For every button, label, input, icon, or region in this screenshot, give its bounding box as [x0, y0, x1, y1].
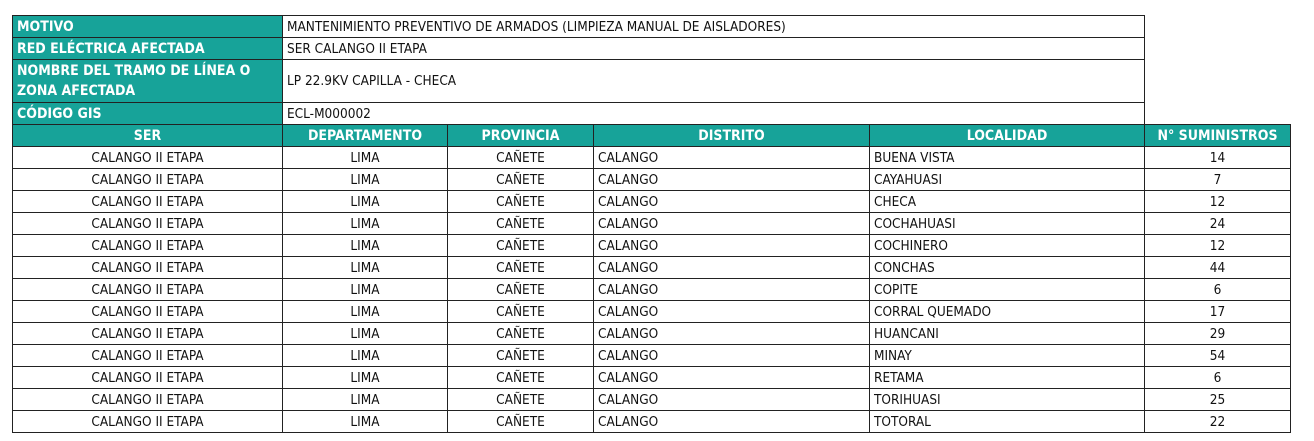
tramo-row — [13, 60, 1291, 103]
cell-suministros: 7 — [1145, 169, 1291, 191]
cell-distrito: CALANGO — [594, 235, 870, 257]
data-rows — [13, 147, 1291, 433]
cell-provincia: CAÑETE — [448, 169, 594, 191]
cell-localidad: CONCHAS — [870, 257, 1145, 279]
cell-departamento: LIMA — [283, 191, 448, 213]
cell-departamento: LIMA — [283, 257, 448, 279]
header-ser: SER — [13, 125, 283, 147]
cell-suministros: 14 — [1145, 147, 1291, 169]
table-row — [13, 323, 1291, 345]
header-departamento: DEPARTAMENTO — [283, 125, 448, 147]
cell-distrito: CALANGO — [594, 279, 870, 301]
cell-suministros: 22 — [1145, 411, 1291, 433]
cell-localidad: CHECA — [870, 191, 1145, 213]
cell-ser: CALANGO II ETAPA — [13, 213, 283, 235]
cell-ser: CALANGO II ETAPA — [13, 147, 283, 169]
cell-ser: CALANGO II ETAPA — [13, 323, 283, 345]
cell-localidad: CAYAHUASI — [870, 169, 1145, 191]
cell-localidad: CORRAL QUEMADO — [870, 301, 1145, 323]
column-headers — [13, 125, 1291, 147]
cell-suministros: 54 — [1145, 345, 1291, 367]
cell-provincia: CAÑETE — [448, 301, 594, 323]
outage-table — [12, 15, 1291, 433]
table-row — [13, 367, 1291, 389]
red-value: SER CALANGO II ETAPA — [283, 38, 1145, 60]
cell-ser: CALANGO II ETAPA — [13, 169, 283, 191]
cell-distrito: CALANGO — [594, 213, 870, 235]
cell-departamento: LIMA — [283, 367, 448, 389]
cell-departamento: LIMA — [283, 301, 448, 323]
cell-provincia: CAÑETE — [448, 345, 594, 367]
cell-ser: CALANGO II ETAPA — [13, 191, 283, 213]
header-distrito: DISTRITO — [594, 125, 870, 147]
cell-provincia: CAÑETE — [448, 389, 594, 411]
cell-suministros: 12 — [1145, 191, 1291, 213]
tramo-value: LP 22.9KV CAPILLA - CHECA — [283, 60, 1145, 103]
header-provincia: PROVINCIA — [448, 125, 594, 147]
gis-value: ECL-M000002 — [283, 103, 1145, 125]
cell-suministros: 29 — [1145, 323, 1291, 345]
header-row — [13, 125, 1291, 147]
cell-localidad: COCHAHUASI — [870, 213, 1145, 235]
cell-suministros: 6 — [1145, 279, 1291, 301]
gis-row — [13, 103, 1291, 125]
table-row — [13, 301, 1291, 323]
cell-departamento: LIMA — [283, 279, 448, 301]
cell-suministros: 6 — [1145, 367, 1291, 389]
table-row — [13, 411, 1291, 433]
cell-distrito: CALANGO — [594, 411, 870, 433]
cell-departamento: LIMA — [283, 345, 448, 367]
cell-provincia: CAÑETE — [448, 147, 594, 169]
cell-provincia: CAÑETE — [448, 213, 594, 235]
cell-localidad: MINAY — [870, 345, 1145, 367]
cell-ser: CALANGO II ETAPA — [13, 301, 283, 323]
cell-ser: CALANGO II ETAPA — [13, 235, 283, 257]
cell-localidad: RETAMA — [870, 367, 1145, 389]
cell-ser: CALANGO II ETAPA — [13, 345, 283, 367]
cell-distrito: CALANGO — [594, 301, 870, 323]
cell-distrito: CALANGO — [594, 191, 870, 213]
outage-notice-sheet — [12, 15, 1291, 433]
cell-ser: CALANGO II ETAPA — [13, 279, 283, 301]
cell-departamento: LIMA — [283, 411, 448, 433]
red-row — [13, 38, 1291, 60]
cell-distrito: CALANGO — [594, 323, 870, 345]
cell-distrito: CALANGO — [594, 257, 870, 279]
red-label: RED ELÉCTRICA AFECTADA — [13, 38, 283, 60]
cell-departamento: LIMA — [283, 389, 448, 411]
cell-localidad: COCHINERO — [870, 235, 1145, 257]
cell-suministros: 25 — [1145, 389, 1291, 411]
table-row — [13, 169, 1291, 191]
cell-suministros: 44 — [1145, 257, 1291, 279]
info-section — [13, 16, 1291, 125]
cell-distrito: CALANGO — [594, 147, 870, 169]
cell-provincia: CAÑETE — [448, 279, 594, 301]
cell-provincia: CAÑETE — [448, 257, 594, 279]
cell-ser: CALANGO II ETAPA — [13, 367, 283, 389]
cell-departamento: LIMA — [283, 213, 448, 235]
header-suministros: N° SUMINISTROS — [1145, 125, 1291, 147]
cell-provincia: CAÑETE — [448, 367, 594, 389]
cell-suministros: 24 — [1145, 213, 1291, 235]
cell-distrito: CALANGO — [594, 169, 870, 191]
cell-departamento: LIMA — [283, 147, 448, 169]
header-localidad: LOCALIDAD — [870, 125, 1145, 147]
motivo-value: MANTENIMIENTO PREVENTIVO DE ARMADOS (LIMPIEZA MANUAL DE AISLADORES) — [283, 16, 1145, 38]
cell-provincia: CAÑETE — [448, 191, 594, 213]
cell-ser: CALANGO II ETAPA — [13, 257, 283, 279]
cell-distrito: CALANGO — [594, 367, 870, 389]
table-row — [13, 191, 1291, 213]
cell-departamento: LIMA — [283, 323, 448, 345]
cell-localidad: HUANCANI — [870, 323, 1145, 345]
tramo-label: NOMBRE DEL TRAMO DE LÍNEA O ZONA AFECTADA — [13, 60, 283, 103]
cell-distrito: CALANGO — [594, 345, 870, 367]
cell-suministros: 17 — [1145, 301, 1291, 323]
table-row — [13, 279, 1291, 301]
cell-localidad: BUENA VISTA — [870, 147, 1145, 169]
table-row — [13, 147, 1291, 169]
gis-label: CÓDIGO GIS — [13, 103, 283, 125]
cell-provincia: CAÑETE — [448, 323, 594, 345]
cell-localidad: TOTORAL — [870, 411, 1145, 433]
cell-ser: CALANGO II ETAPA — [13, 389, 283, 411]
cell-provincia: CAÑETE — [448, 411, 594, 433]
cell-distrito: CALANGO — [594, 389, 870, 411]
table-row — [13, 345, 1291, 367]
cell-departamento: LIMA — [283, 169, 448, 191]
table-row — [13, 235, 1291, 257]
cell-localidad: COPITE — [870, 279, 1145, 301]
table-row — [13, 213, 1291, 235]
cell-localidad: TORIHUASI — [870, 389, 1145, 411]
motivo-label: MOTIVO — [13, 16, 283, 38]
motivo-row — [13, 16, 1291, 38]
table-row — [13, 257, 1291, 279]
table-row — [13, 389, 1291, 411]
cell-suministros: 12 — [1145, 235, 1291, 257]
cell-departamento: LIMA — [283, 235, 448, 257]
cell-ser: CALANGO II ETAPA — [13, 411, 283, 433]
cell-provincia: CAÑETE — [448, 235, 594, 257]
